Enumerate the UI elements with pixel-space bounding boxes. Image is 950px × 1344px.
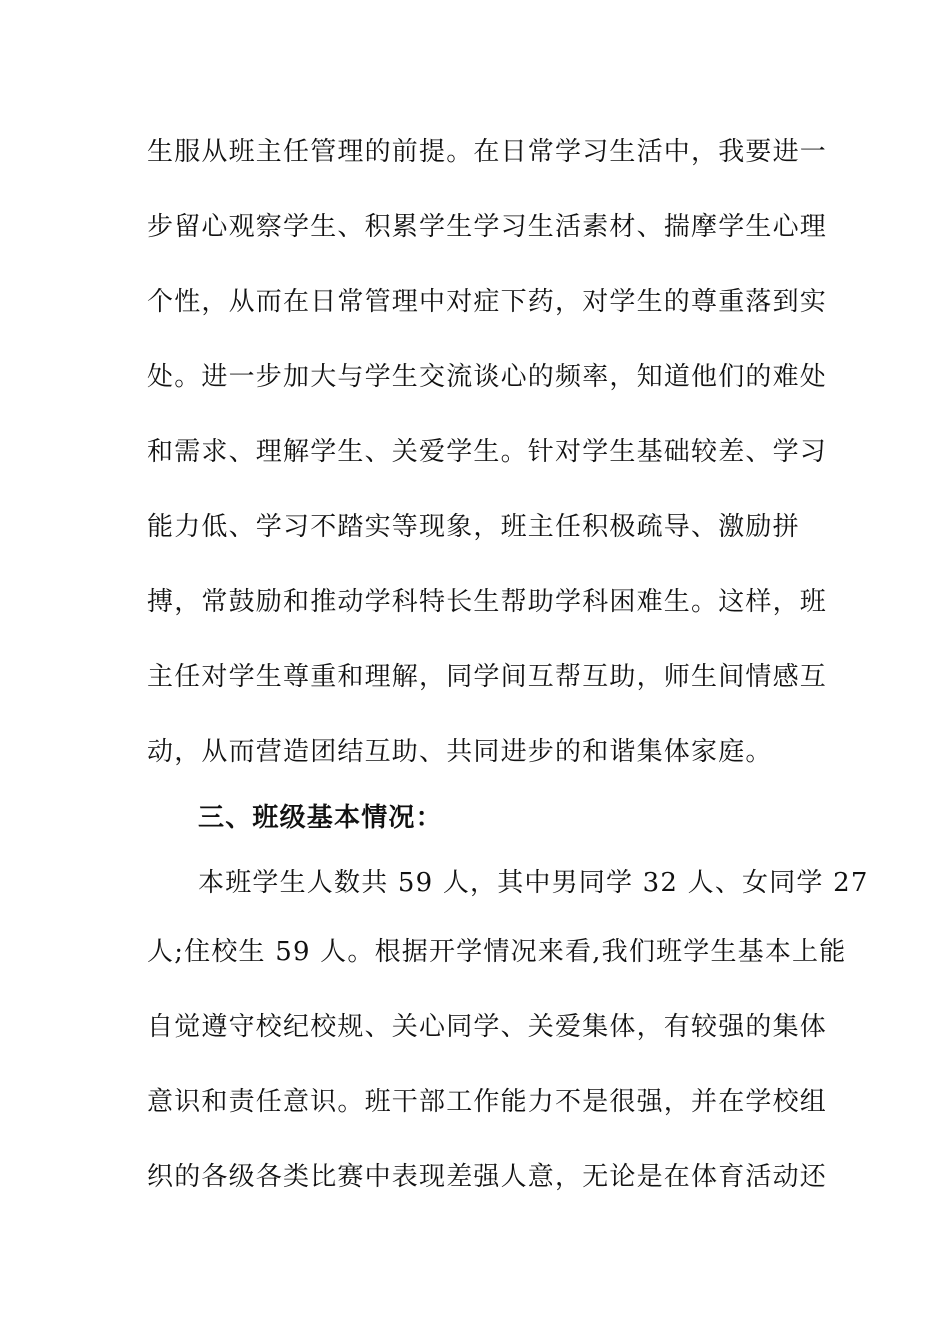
paragraph-line: 意识和责任意识。班干部工作能力不是很强，并在学校组 — [147, 1087, 828, 1117]
paragraph-line: 搏，常鼓励和推动学科特长生帮助学科困难生。这样，班 — [147, 587, 828, 617]
paragraph-line: 自觉遵守校纪校规、关心同学、关爱集体，有较强的集体 — [147, 1012, 828, 1042]
section-heading: 三、班级基本情况： — [198, 803, 443, 833]
paragraph-line: 主任对学生尊重和理解，同学间互帮互助，师生间情感互 — [147, 662, 828, 692]
paragraph-line: 织的各级各类比赛中表现差强人意，无论是在体育活动还 — [147, 1162, 828, 1192]
paragraph-line: 和需求、理解学生、关爱学生。针对学生基础较差、学习 — [147, 437, 828, 467]
paragraph-line: 个性，从而在日常管理中对症下药，对学生的尊重落到实 — [147, 287, 828, 317]
paragraph-line: 能力低、学习不踏实等现象，班主任积极疏导、激励拼 — [147, 512, 800, 542]
paragraph-line: 生服从班主任管理的前提。在日常学习生活中，我要进一 — [147, 137, 828, 167]
paragraph-line: 人;住校生 59 人。根据开学情况来看,我们班学生基本上能 — [147, 937, 847, 967]
paragraph-line: 处。进一步加大与学生交流谈心的频率，知道他们的难处 — [147, 362, 828, 392]
paragraph-line: 动，从而营造团结互助、共同进步的和谐集体家庭。 — [147, 737, 773, 767]
paragraph-line: 本班学生人数共 59 人，其中男同学 32 人、女同学 27 — [198, 868, 869, 898]
paragraph-line: 步留心观察学生、积累学生学习生活素材、揣摩学生心理 — [147, 212, 828, 242]
